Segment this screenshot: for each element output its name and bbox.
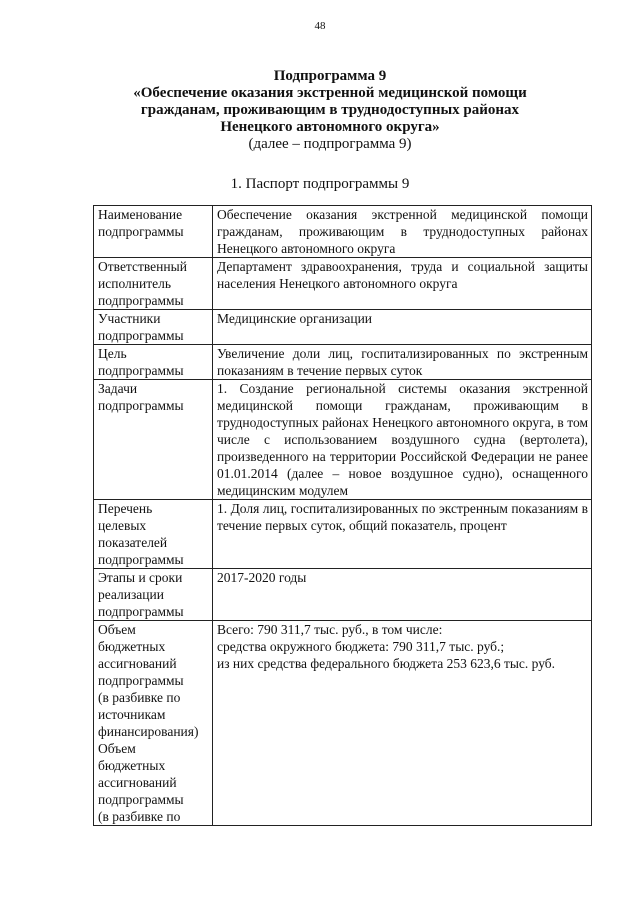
heading-line-4: Ненецкого автономного округа» (220, 119, 440, 135)
row-label-line: источникам (98, 707, 166, 722)
row-value (213, 569, 592, 621)
passport-row (94, 569, 592, 621)
passport-row (94, 380, 592, 500)
row-label-line: Объем (98, 741, 136, 756)
row-value-line: средства окружного бюджета: 790 311,7 тыс. руб.; (217, 639, 505, 654)
passport-row (94, 258, 592, 310)
row-value-line: 1. Доля лиц, госпитализированных по экстренным показаниям в течение первых суток, общий показатель, процент (217, 501, 588, 533)
row-value-line: Департамент здравоохранения, труда и социальной защиты населения Ненецкого автономного округа (217, 259, 588, 291)
row-label-line: ассигнований (98, 656, 177, 671)
row-label-line: финансирования) (98, 724, 199, 739)
row-label (94, 206, 213, 258)
row-label-line: показателей (98, 535, 168, 550)
row-label-line: подпрограммы (98, 604, 184, 619)
row-label-line: подпрограммы (98, 328, 184, 343)
row-label-line: подпрограммы (98, 673, 184, 688)
row-label-line: Объем (98, 622, 136, 637)
row-label-line: подпрограммы (98, 293, 184, 308)
row-label (94, 310, 213, 345)
row-label-line: подпрограммы (98, 398, 184, 413)
passport-row (94, 345, 592, 380)
row-value-line: Увеличение доли лиц, госпитализированных по экстренным показаниям в течение первых суток (217, 346, 588, 378)
passport-row (94, 621, 592, 826)
row-label-line: реализации (98, 587, 164, 602)
row-label (94, 258, 213, 310)
row-label-line: Наименование (98, 207, 183, 222)
row-label-line: Перечень (98, 501, 153, 516)
row-value-line: Медицинские организации (217, 311, 373, 326)
heading-line-1: Подпрограмма 9 (273, 68, 387, 84)
row-label-line: Задачи (98, 381, 138, 396)
passport-table (93, 205, 592, 826)
row-value (213, 206, 592, 258)
row-label-line: Участники (98, 311, 161, 326)
row-label-line: подпрограммы (98, 224, 184, 239)
row-label (94, 380, 213, 500)
row-label-line: Ответственный (98, 259, 187, 274)
row-value (213, 500, 592, 569)
row-label (94, 569, 213, 621)
passport-row (94, 310, 592, 345)
row-value (213, 310, 592, 345)
page-number: 48 (314, 20, 326, 32)
row-label (94, 500, 213, 569)
row-label-line: Этапы и сроки (98, 570, 183, 585)
row-value-line: Обеспечение оказания экстренной медицинской помощи гражданам, проживающим в труднодоступных районах Ненецкого автономного округа (217, 207, 588, 256)
row-label-line: (в разбивке по (98, 809, 181, 824)
row-value (213, 380, 592, 500)
row-label-line: бюджетных (98, 758, 166, 773)
row-label-line: ассигнований (98, 775, 177, 790)
heading-line-2: «Обеспечение оказания экстренной медицинской помощи (133, 85, 527, 101)
row-label (94, 345, 213, 380)
passport-row (94, 500, 592, 569)
subprogram-heading (110, 68, 550, 153)
row-label (94, 621, 213, 826)
row-label-line: (в разбивке по (98, 690, 181, 705)
heading-line-3: гражданам, проживающим в труднодоступных районах (140, 102, 520, 118)
row-label-line: исполнитель (98, 276, 171, 291)
heading-line-5: (далее – подпрограмма 9) (248, 136, 412, 152)
row-value-line: 2017-2020 годы (217, 570, 307, 585)
row-label-line: подпрограммы (98, 792, 184, 807)
row-label-line: подпрограммы (98, 552, 184, 567)
row-label-line: целевых (98, 518, 147, 533)
row-value (213, 621, 592, 826)
passport-table-body (94, 206, 592, 826)
row-value (213, 258, 592, 310)
row-label-line: бюджетных (98, 639, 166, 654)
row-value-line: из них средства федерального бюджета 253 623,6 тыс. руб. (217, 656, 556, 671)
row-value (213, 345, 592, 380)
row-value-line: Всего: 790 311,7 тыс. руб., в том числе: (217, 622, 443, 637)
row-label-line: Цель (98, 346, 127, 361)
row-value-line: 1. Создание региональной системы оказания экстренной медицинской помощи гражданам, проживающим в труднодоступных районах Ненецкого автономного округа, в том числе с использованием воздушного судна (вертолета), произведенного на территории Российской Федерации не ранее 01.01.2014 (далее – новое воздушное судно), оснащенного медицинским модулем (217, 381, 588, 498)
passport-row (94, 206, 592, 258)
row-label-line: подпрограммы (98, 363, 184, 378)
passport-title: 1. Паспорт подпрограммы 9 (230, 176, 410, 192)
